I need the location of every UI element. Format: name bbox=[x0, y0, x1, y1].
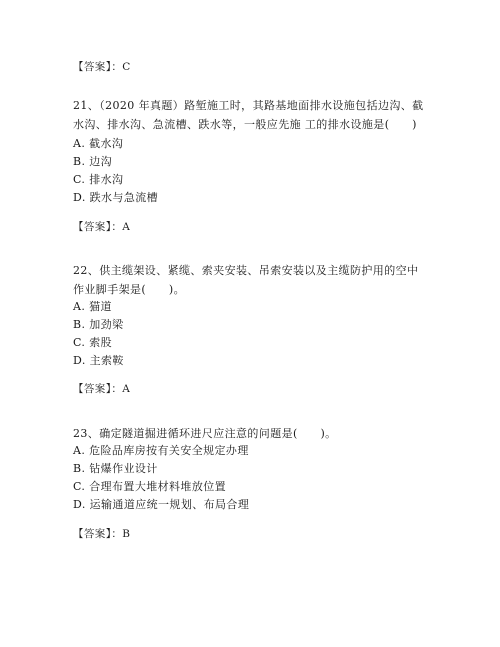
question-23-answer: 【答案】：B bbox=[73, 528, 131, 540]
question-22-option-b: B. 加劲梁 bbox=[73, 318, 124, 331]
question-21-option-a: A. 截水沟 bbox=[73, 137, 124, 150]
question-22-option-d: D. 主索鞍 bbox=[73, 354, 124, 367]
question-21-option-b: B. 边沟 bbox=[73, 155, 113, 168]
question-23-option-d: D. 运输通道应统一规划、布局合理 bbox=[73, 498, 250, 511]
question-21-option-c: C. 排水沟 bbox=[73, 173, 124, 186]
question-23-option-a: A. 危险品库房按有关安全规定办理 bbox=[73, 444, 249, 457]
answer-label: 【答案】：C bbox=[73, 61, 131, 73]
question-21-line-2: 水沟、排水沟、急流槽、跌水等，一般应先施 工的排水设施是( ) bbox=[73, 118, 417, 131]
question-21-answer: 【答案】：A bbox=[73, 221, 131, 233]
question-22-line-1: 22、供主缆架设、紧缆、索夹安装、吊索安装以及主缆防护用的空中 bbox=[73, 264, 419, 277]
question-22-option-c: C. 索股 bbox=[73, 336, 113, 349]
question-22-line-2: 作业脚手架是( )。 bbox=[73, 283, 185, 296]
question-23-line-1: 23、确定隧道掘进循环进尺应注意的问题是( )。 bbox=[73, 427, 337, 440]
question-23-option-b: B. 钻爆作业设计 bbox=[73, 462, 158, 475]
question-22-answer: 【答案】：A bbox=[73, 383, 131, 395]
question-23-option-c: C. 合理布置大堆材料堆放位置 bbox=[73, 480, 227, 493]
question-21-line-1: 21、（2020 年真题）路堑施工时，其路基地面排水设施包括边沟、截 bbox=[73, 99, 424, 112]
question-22-option-a: A. 猫道 bbox=[73, 300, 112, 313]
question-21-option-d: D. 跌水与急流槽 bbox=[73, 191, 159, 204]
